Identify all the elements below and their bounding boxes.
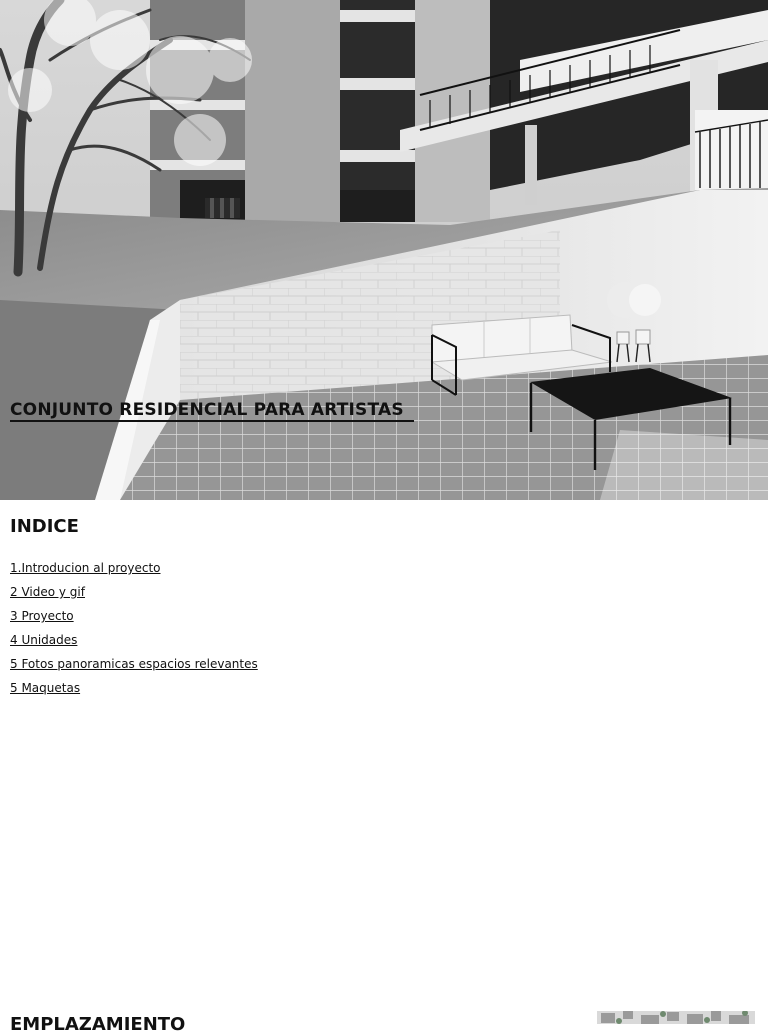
toc-item [10,653,258,677]
toc-item [10,677,258,701]
toc-link-fotos-panoramicas[interactable]: 5 Fotos panoramicas espacios relevantes [10,657,258,671]
toc-item [10,629,258,653]
hero-title-link[interactable]: CONJUNTO RESIDENCIAL PARA ARTISTAS [10,400,414,422]
site-map-thumbnail [597,1010,755,1024]
hero-image [0,0,768,500]
toc-link-introduccion[interactable]: 1.Introducion al proyecto [10,561,161,575]
emplazamiento-heading: EMPLAZAMIENTO [10,1014,186,1035]
toc-link-video-gif[interactable]: 2 Video y gif [10,585,85,599]
toc-link-maquetas[interactable]: 5 Maquetas [10,681,81,695]
toc-item [10,581,258,605]
hero-render-illustration [0,0,768,500]
toc-link-unidades[interactable]: 4 Unidades [10,633,78,647]
toc-link-proyecto[interactable]: 3 Proyecto [10,609,74,623]
toc-item [10,557,258,581]
table-of-contents [10,557,258,701]
indice-heading: INDICE [10,516,79,537]
toc-item [10,605,258,629]
